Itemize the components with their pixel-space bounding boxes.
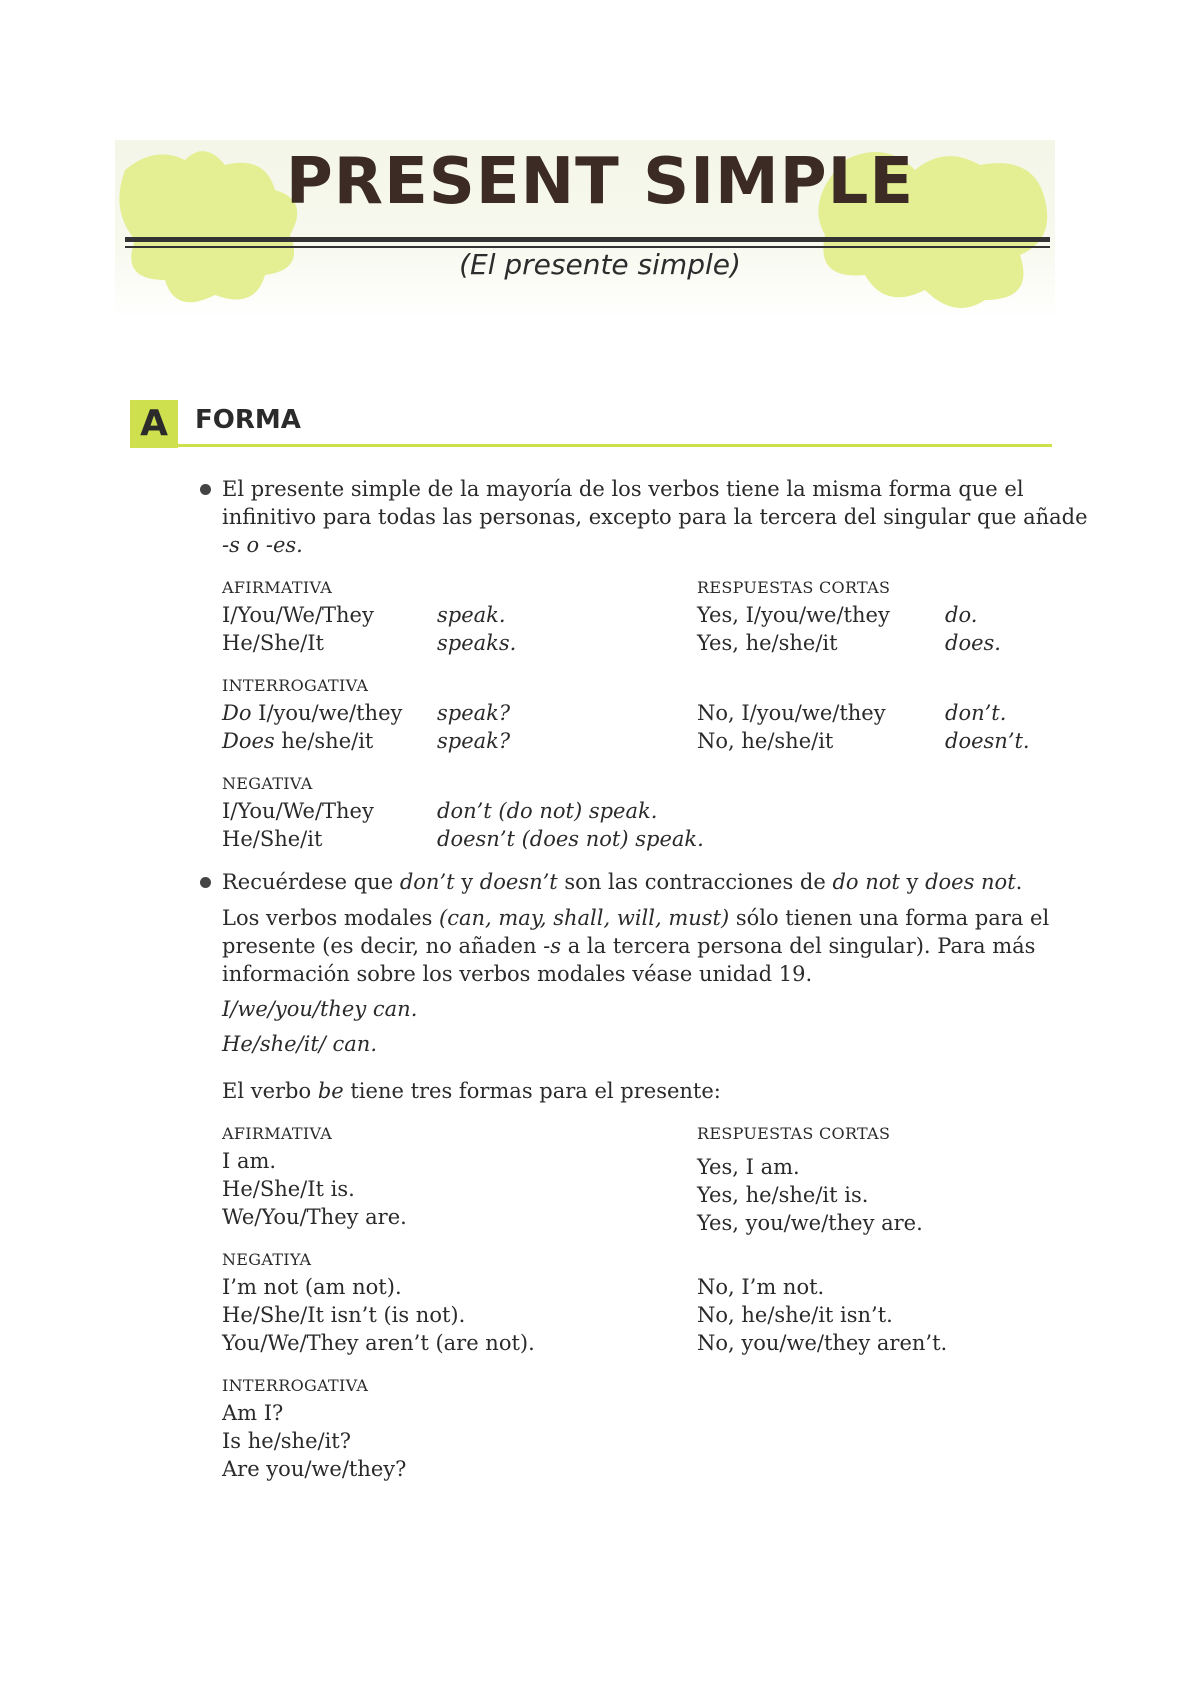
be-afirm: He/She/It is. <box>222 1177 355 1201</box>
neg-subject: I/You/We/They <box>222 799 374 823</box>
label-respuestas-cortas: RESPUESTAS CORTAS <box>697 1124 891 1143</box>
answer-no: No, I/you/we/they <box>697 701 886 725</box>
be-neg: He/She/It isn’t (is not). <box>222 1303 466 1327</box>
section-letter: A <box>130 400 178 448</box>
bullet-icon <box>200 877 211 888</box>
answer-yes: Yes, he/she/it <box>697 631 838 655</box>
answer-no: No, he/she/it <box>697 729 834 753</box>
interr-verb: speak? <box>437 729 511 753</box>
afirm-verb: speak. <box>437 603 506 627</box>
be-afirm: We/You/They are. <box>222 1205 407 1229</box>
answer-yes-aux: do. <box>945 603 978 627</box>
neg-verb: doesn’t (does not) speak. <box>437 827 704 851</box>
intro-line: El presente simple de la mayoría de los verbos tiene la misma forma que el <box>222 477 1024 501</box>
label-respuestas-cortas: RESPUESTAS CORTAS <box>697 578 891 597</box>
be-answer-yes: Yes, he/she/it is. <box>697 1183 869 1207</box>
be-answer-yes: Yes, you/we/they are. <box>697 1211 923 1235</box>
bullet-icon <box>200 484 211 495</box>
be-interr: Am I? <box>222 1401 284 1425</box>
be-answer-no: No, he/she/it isn’t. <box>697 1303 893 1327</box>
be-interr: Are you/we/they? <box>222 1457 407 1481</box>
label-interrogativa: INTERROGATIVA <box>222 1376 369 1395</box>
label-interrogativa: INTERROGATIVA <box>222 676 369 695</box>
label-negativa: NEGATIVA <box>222 774 313 793</box>
answer-no-aux: don’t. <box>945 701 1007 725</box>
page-title: PRESENT SIMPLE <box>285 145 915 219</box>
section-title: FORMA <box>195 405 301 435</box>
modals-line: información sobre los verbos modales véase unidad 19. <box>222 962 813 986</box>
modals-line: presente (es decir, no añaden -s a la tercera persona del singular). Para más <box>222 934 1036 958</box>
interr-row <box>222 727 373 755</box>
afirm-subject: I/You/We/They <box>222 603 374 627</box>
modals-example: I/we/you/they can. <box>222 997 418 1021</box>
intro-line: infinitivo para todas las personas, excepto para la tercera del singular que añade <box>222 505 1088 529</box>
intro-line: -s o -es. <box>222 533 303 557</box>
interr-subject: I/you/we/they <box>251 701 403 725</box>
be-answer-yes: Yes, I am. <box>697 1155 800 1179</box>
answer-yes: Yes, I/you/we/they <box>697 603 890 627</box>
be-neg: You/We/They aren’t (are not). <box>222 1331 535 1355</box>
label-negativa: NEGATIYA <box>222 1250 312 1269</box>
interr-aux: Does <box>222 729 275 753</box>
be-answer-no: No, you/we/they aren’t. <box>697 1331 948 1355</box>
afirm-verb: speaks. <box>437 631 517 655</box>
section-divider <box>130 444 1052 447</box>
answer-no-aux: doesn’t. <box>945 729 1030 753</box>
be-neg: I’m not (am not). <box>222 1275 402 1299</box>
modals-line: Los verbos modales (can, may, shall, will, must) sólo tienen una forma para el <box>222 906 1050 930</box>
page-subtitle: (El presente simple) <box>459 248 741 281</box>
interr-row <box>222 699 402 727</box>
interr-subject: he/she/it <box>274 729 374 753</box>
afirm-subject: He/She/It <box>222 631 324 655</box>
interr-aux: Do <box>222 701 252 725</box>
label-afirmativa: AFIRMATIVA <box>222 578 333 597</box>
neg-subject: He/She/it <box>222 827 323 851</box>
title-rule <box>125 237 1050 242</box>
answer-yes-aux: does. <box>945 631 1001 655</box>
remember-line: Recuérdese que don’t y doesn’t son las contracciones de do not y does not. <box>222 870 1023 894</box>
be-afirm: I am. <box>222 1149 277 1173</box>
interr-verb: speak? <box>437 701 511 725</box>
neg-verb: don’t (do not) speak. <box>437 799 658 823</box>
label-afirmativa: AFIRMATIVA <box>222 1124 333 1143</box>
be-answer-no: No, I’m not. <box>697 1275 825 1299</box>
modals-example: He/she/it/ can. <box>222 1032 378 1056</box>
be-interr: Is he/she/it? <box>222 1429 351 1453</box>
be-intro: El verbo be tiene tres formas para el presente: <box>222 1079 721 1103</box>
